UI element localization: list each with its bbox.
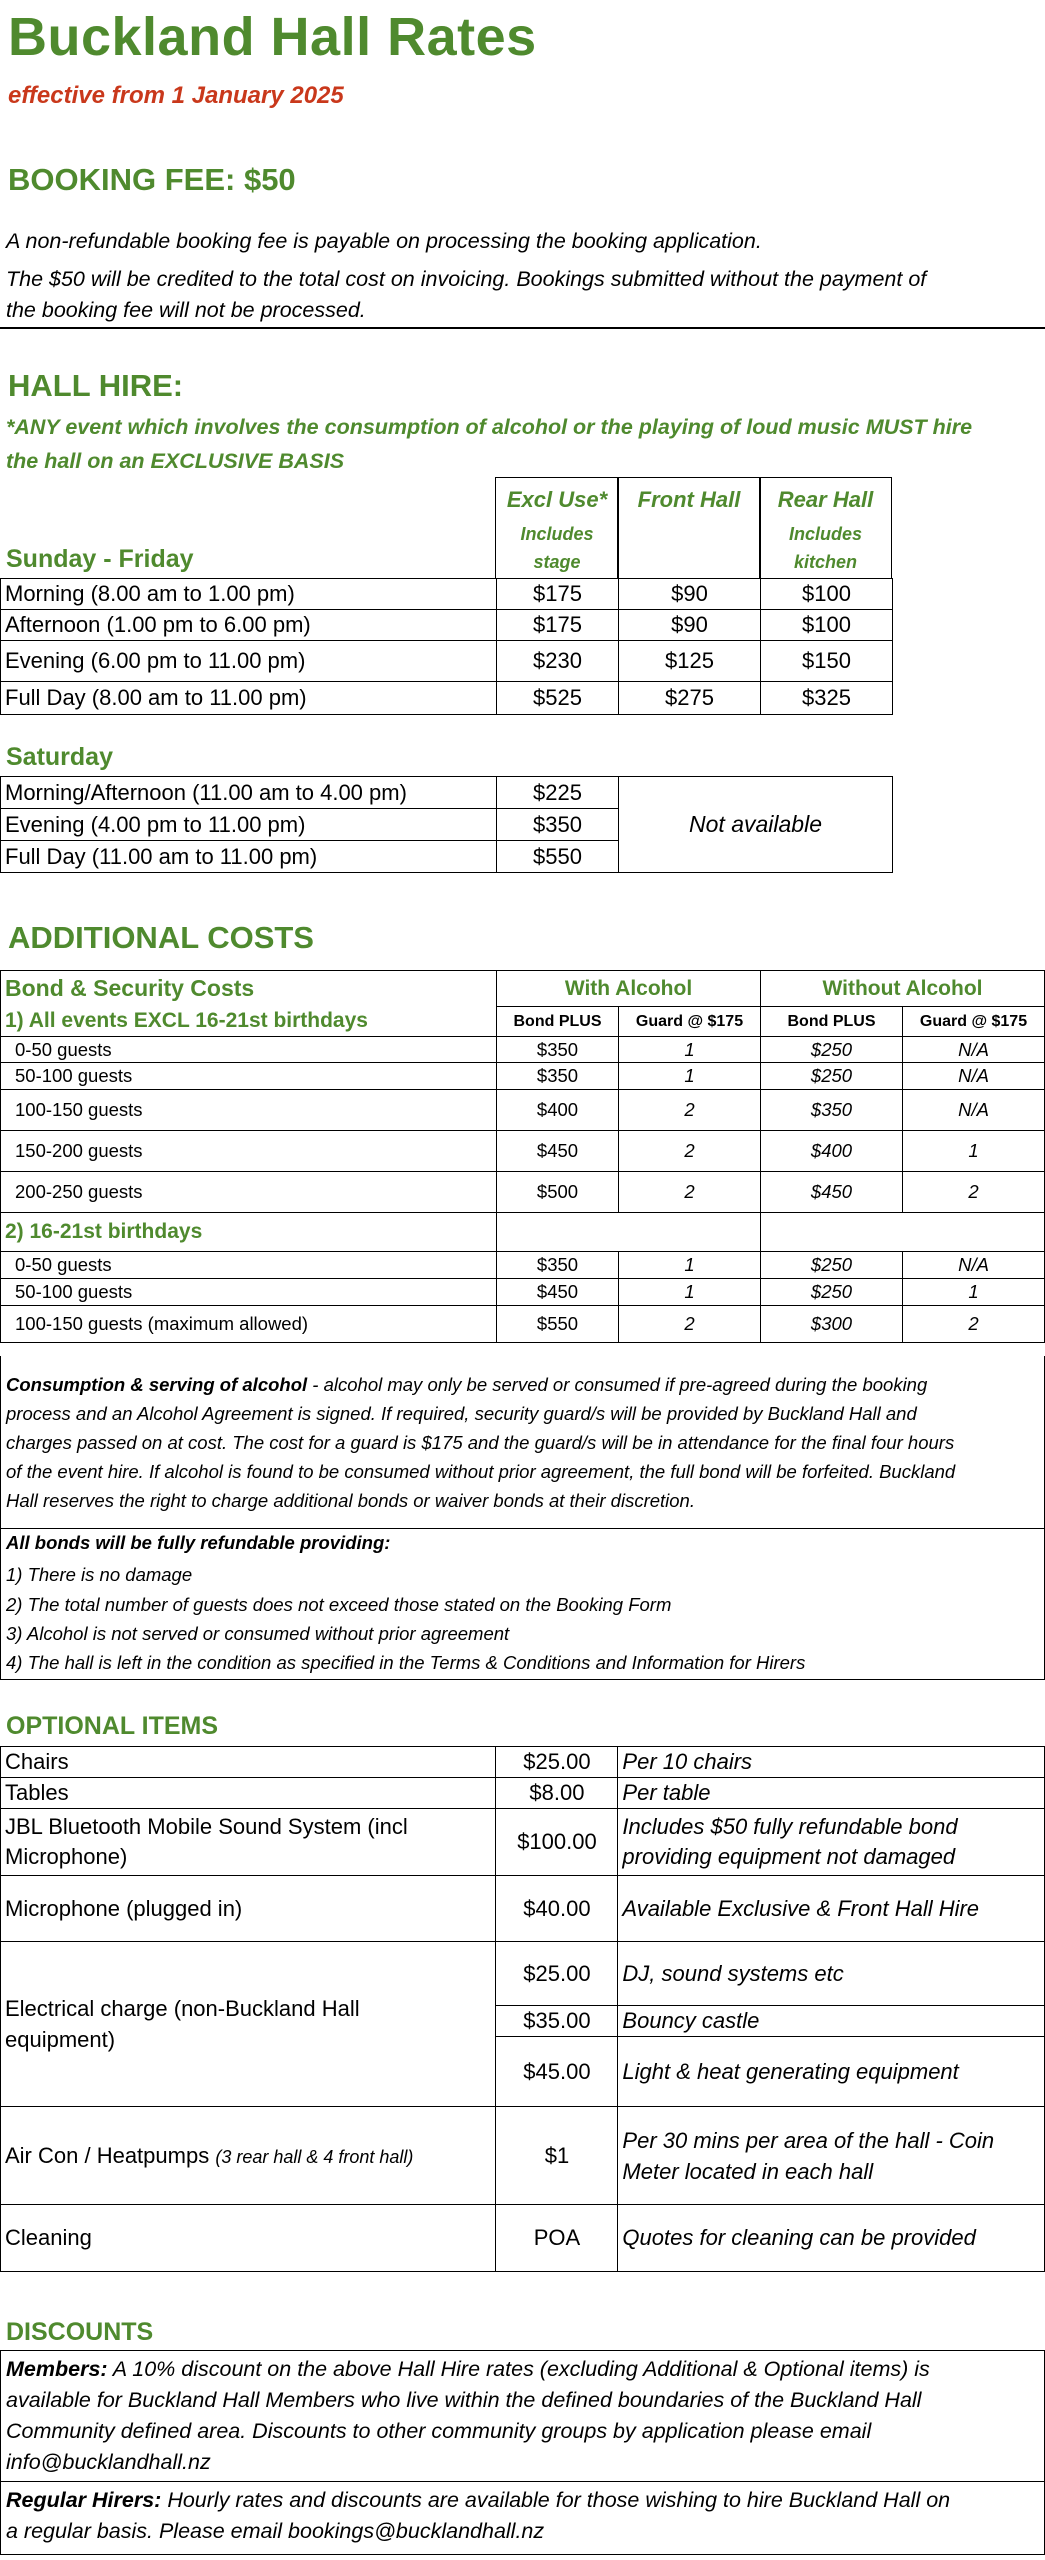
table-row	[1, 1131, 1045, 1172]
guards-with: 2	[619, 1306, 761, 1343]
guard-header: Guard @ $175	[619, 1007, 761, 1037]
item-price: $100.00	[496, 1809, 618, 1876]
alcohol-policy-title: Consumption & serving of alcohol	[6, 1374, 308, 1395]
guards-with: 1	[619, 1063, 761, 1090]
guards-without: 1	[903, 1279, 1045, 1306]
alcohol-policy-text: - alcohol may only be served or consumed if pre-agreed during the booking	[307, 1374, 928, 1395]
hall-hire-heading: HALL HIRE:	[8, 368, 184, 403]
bond-with: $500	[497, 1172, 619, 1213]
item-note-line-1: Includes $50 fully refundable bond	[622, 1814, 958, 1839]
rear-price: $150	[761, 641, 893, 682]
optional-items-heading: OPTIONAL ITEMS	[6, 1712, 219, 1740]
col-rear-sub-1: Includes	[788, 524, 863, 544]
col-exclusive-sub-2: stage	[533, 552, 581, 572]
item-price: POA	[496, 2205, 618, 2272]
bond-without: $400	[761, 1131, 903, 1172]
booking-fee-line-3: the booking fee will not be processed.	[6, 298, 366, 322]
table-row	[1, 1942, 1045, 2006]
item-label: Tables	[1, 1778, 496, 1809]
col-exclusive-sub-1: Includes	[520, 524, 594, 544]
item-note: Available Exclusive & Front Hall Hire	[618, 1876, 1045, 1942]
bond-with: $400	[497, 1090, 619, 1131]
excl-price: $175	[497, 579, 619, 610]
refund-item: 2) The total number of guests does not exceed those stated on the Booking Form	[6, 1594, 672, 1615]
rear-price: $100	[761, 610, 893, 641]
guards-without: 2	[903, 1306, 1045, 1343]
table-row	[1, 610, 893, 641]
guards-without: N/A	[903, 1090, 1045, 1131]
members-line-3: Community defined area. Discounts to other community groups by application please email	[6, 2419, 872, 2443]
item-label: Microphone (plugged in)	[1, 1876, 496, 1942]
alcohol-policy-line-4: of the event hire. If alcohol is found to be consumed without prior agreement, the full bond will be forfeited. Buckland	[6, 1461, 956, 1482]
not-available: Not available	[619, 777, 893, 873]
guards-without: N/A	[903, 1252, 1045, 1279]
item-price: $25.00	[496, 1747, 618, 1778]
guards-without: 2	[903, 1172, 1045, 1213]
row-label: Full Day (8.00 am to 11.00 pm)	[1, 682, 497, 715]
table-row	[1, 1306, 1045, 1343]
members-title: Members:	[6, 2357, 108, 2381]
table-row	[1, 682, 893, 715]
bond-label: Bond & Security Costs	[1, 971, 497, 1007]
saturday-rates-table	[0, 776, 893, 873]
table-row	[1, 1252, 1045, 1279]
guard-header: Guard @ $175	[903, 1007, 1045, 1037]
guards-with: 1	[619, 1037, 761, 1063]
item-label: Chairs	[1, 1747, 496, 1778]
row-label: Morning/Afternoon (11.00 am to 4.00 pm)	[1, 777, 497, 809]
exclusive-note-2: the hall on an EXCLUSIVE BASIS	[6, 449, 345, 473]
bond-with: $550	[497, 1306, 619, 1343]
bond-with: $350	[497, 1063, 619, 1090]
table-row	[1, 1876, 1045, 1942]
optional-items-table	[0, 1746, 1045, 2272]
bond-without: $350	[761, 1090, 903, 1131]
page-title: Buckland Hall Rates	[8, 7, 537, 67]
excl-price: $175	[497, 610, 619, 641]
guest-range: 0-50 guests	[1, 1037, 497, 1063]
refund-item: 4) The hall is left in the condition as specified in the Terms & Conditions and Information for Hirers	[6, 1652, 806, 1673]
item-label-line-2: equipment)	[5, 2027, 116, 2052]
table-row	[1, 579, 893, 610]
item-price: $35.00	[496, 2006, 618, 2037]
booking-fee-line-2: The $50 will be credited to the total cost on invoicing. Bookings submitted without the payment of	[6, 267, 927, 291]
item-price: $45.00	[496, 2037, 618, 2107]
guest-range: 100-150 guests	[1, 1090, 497, 1131]
aircon-detail: (3 rear hall & 4 front hall)	[215, 2146, 414, 2167]
bond-plus-header: Bond PLUS	[497, 1007, 619, 1037]
guest-range: 150-200 guests	[1, 1131, 497, 1172]
members-text: A 10% discount on the above Hall Hire rates (excluding Additional & Optional items) is	[107, 2357, 930, 2381]
item-label-line-1: Electrical charge (non-Buckland Hall	[5, 1996, 360, 2021]
table-row	[1, 1279, 1045, 1306]
weekday-rates-table	[0, 578, 893, 715]
table-row	[1, 1172, 1045, 1213]
effective-date: effective from 1 January 2025	[8, 82, 344, 109]
item-note-line-2: Meter located in each hall	[622, 2158, 874, 2184]
table-row	[1, 777, 893, 809]
excl-price: $225	[497, 777, 619, 809]
aircon-label: Air Con / Heatpumps	[5, 2142, 210, 2168]
front-price: $90	[619, 579, 761, 610]
excl-price: $525	[497, 682, 619, 715]
bond-plus-header: Bond PLUS	[761, 1007, 903, 1037]
table-row	[1, 1809, 1045, 1876]
row-label: Evening (6.00 pm to 11.00 pm)	[1, 641, 497, 682]
col-front-hall: Front Hall	[637, 487, 741, 512]
guards-without: N/A	[903, 1063, 1045, 1090]
excl-price: $550	[497, 841, 619, 873]
alcohol-policy-line-2: process and an Alcohol Agreement is signed. If required, security guard/s will be provided by Buckland Hall and	[6, 1403, 917, 1424]
row-label: Afternoon (1.00 pm to 6.00 pm)	[1, 610, 497, 641]
item-price: $25.00	[496, 1942, 618, 2006]
item-price: $40.00	[496, 1876, 618, 1942]
saturday-label: Saturday	[6, 743, 113, 771]
exclusive-note-1: *ANY event which involves the consumption of alcohol or the playing of loud music MUST hire	[6, 415, 973, 439]
excl-price: $230	[497, 641, 619, 682]
weekday-label: Sunday - Friday	[6, 545, 194, 573]
section-2-label: 2) 16-21st birthdays	[1, 1213, 497, 1252]
without-alcohol-header: Without Alcohol	[761, 971, 1045, 1007]
table-row	[1, 1090, 1045, 1131]
guest-range: 0-50 guests	[1, 1252, 497, 1279]
bond-with: $350	[497, 1252, 619, 1279]
item-note-line-1: Per 30 mins per area of the hall - Coin	[622, 2127, 995, 2153]
guest-range: 50-100 guests	[1, 1279, 497, 1306]
item-note: Per table	[618, 1778, 1045, 1809]
col-rear-hall: Rear Hall	[777, 487, 874, 512]
guards-without: N/A	[903, 1037, 1045, 1063]
bond-with: $350	[497, 1037, 619, 1063]
item-note: Light & heat generating equipment	[618, 2037, 1045, 2107]
bond-table	[0, 970, 1045, 1343]
row-label: Full Day (11.00 am to 11.00 pm)	[1, 841, 497, 873]
item-label	[1, 2107, 496, 2205]
excl-price: $350	[497, 809, 619, 841]
col-exclusive: Excl Use*	[506, 487, 608, 512]
guards-with: 2	[619, 1172, 761, 1213]
refund-item: 3) Alcohol is not served or consumed without prior agreement	[6, 1623, 510, 1644]
item-note	[618, 1809, 1045, 1876]
item-note: Bouncy castle	[618, 2006, 1045, 2037]
table-row	[1, 641, 893, 682]
alcohol-policy-line-3: charges passed on at cost. The cost for a guard is $175 and the guard/s will be in attendance for the final four hours	[6, 1432, 955, 1453]
alcohol-policy-line-5: Hall reserves the right to charge additional bonds or waiver bonds at their discretion.	[6, 1490, 695, 1511]
guards-with: 1	[619, 1252, 761, 1279]
row-label: Morning (8.00 am to 1.00 pm)	[1, 579, 497, 610]
item-price: $1	[496, 2107, 618, 2205]
guest-range: 100-150 guests (maximum allowed)	[1, 1306, 497, 1343]
front-price: $90	[619, 610, 761, 641]
guards-with: 2	[619, 1131, 761, 1172]
item-label-line-1: JBL Bluetooth Mobile Sound System (incl	[5, 1814, 408, 1839]
col-rear-sub-2: kitchen	[793, 552, 858, 572]
bond-without: $250	[761, 1252, 903, 1279]
item-note-line-2: providing equipment not damaged	[622, 1844, 956, 1869]
item-note: DJ, sound systems etc	[618, 1942, 1045, 2006]
refund-heading: All bonds will be fully refundable providing:	[6, 1532, 391, 1553]
guards-with: 1	[619, 1279, 761, 1306]
front-price: $125	[619, 641, 761, 682]
guest-range: 200-250 guests	[1, 1172, 497, 1213]
bond-with: $450	[497, 1131, 619, 1172]
regular-text: Hourly rates and discounts are available for those wishing to hire Buckland Hall on	[161, 2488, 951, 2512]
table-row	[1, 1213, 1045, 1252]
regular-title: Regular Hirers:	[6, 2488, 162, 2512]
item-label	[1, 1809, 496, 1876]
item-note: Quotes for cleaning can be provided	[618, 2205, 1045, 2272]
row-label: Evening (4.00 pm to 11.00 pm)	[1, 809, 497, 841]
discounts-heading: DISCOUNTS	[6, 2318, 154, 2346]
table-row	[1, 1007, 1045, 1037]
empty-cell	[761, 1213, 1045, 1252]
section-1-label: 1) All events EXCL 16-21st birthdays	[1, 1007, 497, 1037]
item-label-line-2: Microphone)	[5, 1844, 128, 1869]
item-label: Cleaning	[1, 2205, 496, 2272]
members-line-2: available for Buckland Hall Members who live within the defined boundaries of the Buckland Hall	[6, 2388, 922, 2412]
table-row	[1, 1778, 1045, 1809]
refund-item: 1) There is no damage	[6, 1564, 193, 1585]
rear-price: $100	[761, 579, 893, 610]
alcohol-policy-line-1	[6, 1370, 927, 1399]
regular-line-2: a regular basis. Please email bookings@bucklandhall.nz	[6, 2519, 545, 2543]
with-alcohol-header: With Alcohol	[497, 971, 761, 1007]
table-row	[1, 1063, 1045, 1090]
item-note: Per 10 chairs	[618, 1747, 1045, 1778]
booking-fee-heading: BOOKING FEE: $50	[8, 162, 296, 197]
empty-cell	[497, 1213, 761, 1252]
bond-without: $250	[761, 1063, 903, 1090]
item-price: $8.00	[496, 1778, 618, 1809]
bond-without: $250	[761, 1037, 903, 1063]
table-row	[1, 1037, 1045, 1063]
additional-costs-heading: ADDITIONAL COSTS	[8, 920, 314, 955]
bond-without: $250	[761, 1279, 903, 1306]
members-line-4: info@bucklandhall.nz	[6, 2450, 211, 2474]
guards-with: 2	[619, 1090, 761, 1131]
members-line-1	[6, 2354, 930, 2385]
rear-price: $325	[761, 682, 893, 715]
item-note	[618, 2107, 1045, 2205]
table-row	[1, 2205, 1045, 2272]
divider	[0, 327, 1045, 329]
bond-without: $300	[761, 1306, 903, 1343]
table-row	[1, 1747, 1045, 1778]
table-row	[1, 2107, 1045, 2205]
bond-with: $450	[497, 1279, 619, 1306]
bond-without: $450	[761, 1172, 903, 1213]
regular-line-1	[6, 2485, 950, 2516]
guest-range: 50-100 guests	[1, 1063, 497, 1090]
table-row	[1, 971, 1045, 1007]
guards-without: 1	[903, 1131, 1045, 1172]
booking-fee-line-1: A non-refundable booking fee is payable on processing the booking application.	[6, 229, 762, 253]
front-price: $275	[619, 682, 761, 715]
item-label	[1, 1942, 496, 2107]
